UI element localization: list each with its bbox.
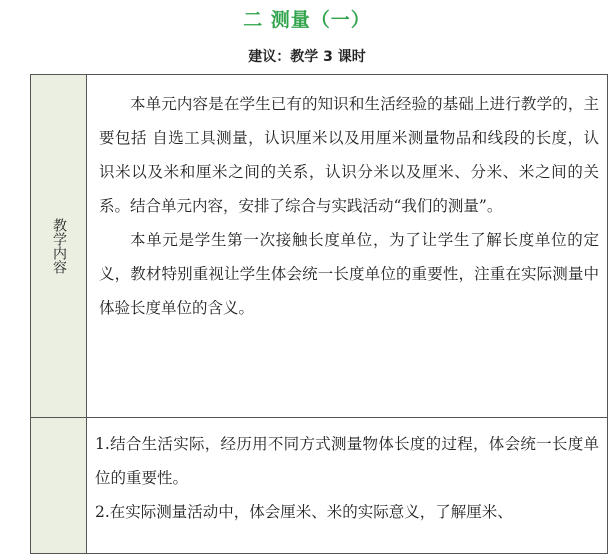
page-subtitle: 建议：教学 3 课时 xyxy=(248,49,366,65)
list-item: 1.结合生活实际，经历用不同方式测量物体长度的过程，体会统一长度单位的重要性。 xyxy=(95,435,599,487)
objectives-cell xyxy=(95,427,599,529)
paragraph: 本单元内容是在学生已有的知识和生活经验的基础上进行教学的，主要包括 自选工具测量，认识厘米以及用厘米测量物品和线段的长度，认识米以及米和厘米之间的关系，认识分米以及厘米、分米、米之间的关系。结合单元内容，安排了综合与实践活动“我们的测量”。 xyxy=(99,95,599,215)
row-label-teaching-content: 教学内容 xyxy=(51,218,67,274)
page-title: 二 测量（一） xyxy=(243,9,371,31)
row-divider xyxy=(31,417,607,418)
content-table xyxy=(30,74,608,554)
list-item: 2.在实际测量活动中，体会厘米、米的实际意义，了解厘米、 xyxy=(95,503,513,521)
paragraph: 本单元是学生第一次接触长度单位，为了让学生了解长度单位的定义，教材特别重视让学生体会统一长度单位的重要性，注重在实际测量中体验长度单位的含义。 xyxy=(99,231,599,317)
teaching-content-cell xyxy=(99,87,599,325)
